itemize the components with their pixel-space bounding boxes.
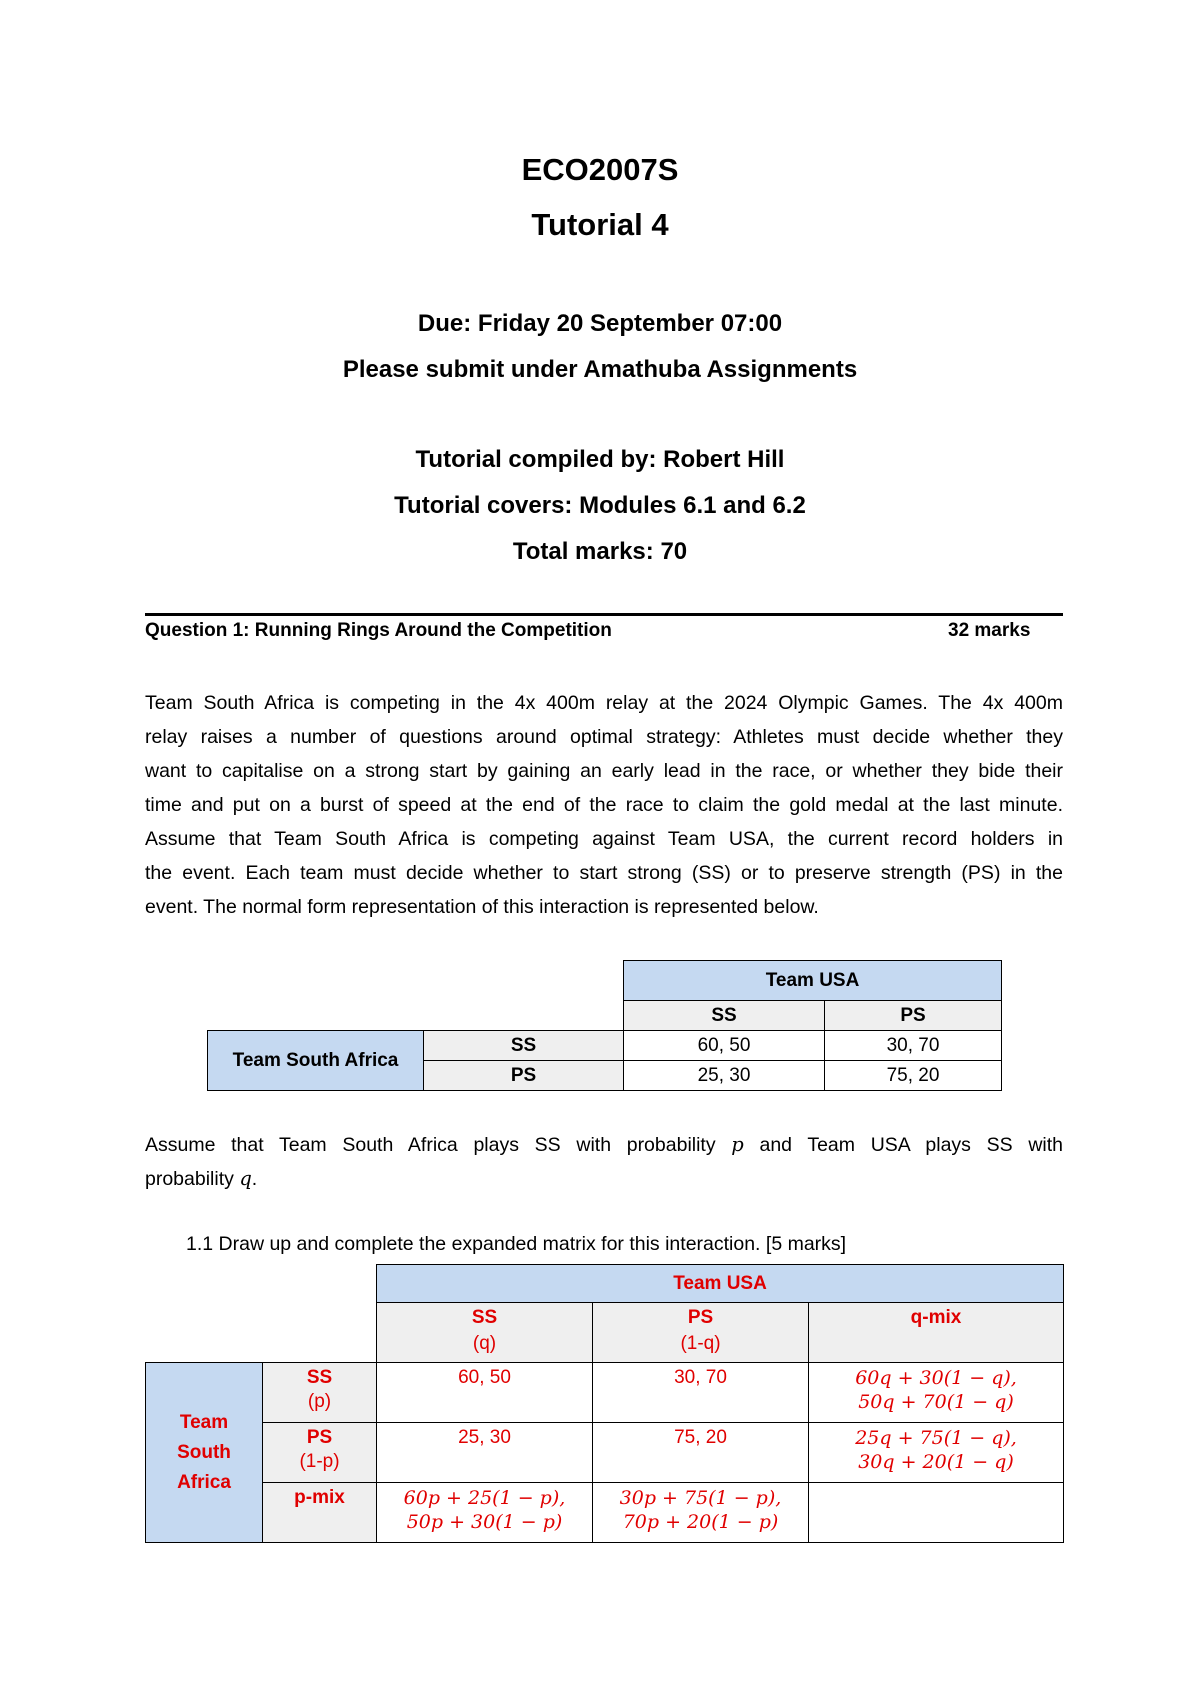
payoff-cell (377, 1363, 593, 1423)
empty-cell (146, 1265, 377, 1303)
row-player-line: South (177, 1441, 231, 1463)
row-strategy: PS (424, 1061, 624, 1091)
payoff-cell: 75, 20 (825, 1061, 1002, 1091)
qmix-cell (809, 1363, 1064, 1423)
submit-instructions: Please submit under Amathuba Assignments (342, 356, 858, 383)
payoff-cell (593, 1423, 809, 1483)
compiled-by: Tutorial compiled by: Robert Hill (415, 446, 785, 473)
question-marks: 32 marks (948, 620, 1031, 641)
assumption-line-2 (145, 1162, 1063, 1196)
expected-payoff: 25q + 75(1 − q), (855, 1427, 1017, 1449)
expanded-matrix-table (145, 1264, 1064, 1543)
row-header-pmix (263, 1483, 377, 1543)
pmix-cell (377, 1483, 593, 1543)
col-header-label: SS (471, 1307, 498, 1328)
expected-payoff: 60p + 25(1 − p), (403, 1487, 566, 1509)
payoff-text: 60, 50 (458, 1367, 511, 1388)
empty-cell (208, 961, 624, 1001)
row-header-label: p-mix (294, 1487, 345, 1508)
payoff-text: 75, 20 (674, 1427, 727, 1448)
question-paragraph (145, 686, 1063, 924)
payoff-cell: 30, 70 (825, 1031, 1002, 1061)
paragraph-line: the event. Each team must decide whether to start strong (SS) or to preserve strength (PS) in the (145, 862, 1063, 884)
col-player-label: Team USA (624, 961, 1002, 1001)
expected-payoff: 30p + 75(1 − p), (619, 1487, 782, 1509)
empty-cell (208, 1001, 624, 1031)
pmix-cell (593, 1483, 809, 1543)
expected-payoff: 70p + 20(1 − p) (622, 1511, 779, 1533)
paragraph-line: Team South Africa is competing in the 4x 400m relay at the 2024 Olympic Games. The 4x 400m (145, 692, 1063, 714)
covers: Tutorial covers: Modules 6.1 and 6.2 (394, 492, 806, 519)
row-header-ps (263, 1423, 377, 1483)
empty-cell (809, 1483, 1064, 1543)
payoff-cell: 25, 30 (624, 1061, 825, 1091)
section-rule (145, 613, 1063, 616)
paragraph-line: time and put on a burst of speed at the end of the race to claim the gold medal at the last minute. (145, 794, 1063, 816)
col-strategy: PS (825, 1001, 1002, 1031)
empty-cell (146, 1303, 377, 1363)
assumption-text: . (251, 1168, 258, 1190)
payoff-cell (593, 1363, 809, 1423)
payoff-cell: 60, 50 (624, 1031, 825, 1061)
payoff-text: 25, 30 (458, 1427, 511, 1448)
paragraph-line: want to capitalise on a strong start by gaining an early lead in the race, or whether they bide their (145, 760, 1063, 782)
expected-payoff: 60q + 30(1 − q), (855, 1367, 1017, 1389)
row-strategy: SS (424, 1031, 624, 1061)
normal-form-table (207, 960, 1002, 1091)
paragraph-line: Assume that Team South Africa is competing against Team USA, the current record holders in (145, 828, 1063, 850)
row-header-label: SS (306, 1367, 333, 1388)
question-title: Question 1: Running Rings Around the Competition (145, 620, 612, 641)
col-header-prob: (1-q) (680, 1333, 721, 1354)
col-header-prob: (q) (472, 1333, 497, 1354)
row-player-label: Team South Africa (208, 1031, 424, 1091)
paragraph-line: relay raises a number of questions around optimal strategy: Athletes must decide whether they (145, 726, 1063, 748)
total-marks: Total marks: 70 (512, 538, 688, 565)
prob-q: q (239, 1167, 252, 1190)
assumption-text: Assume that Team South Africa plays SS with probability (145, 1134, 716, 1156)
row-player-line: Team (179, 1411, 229, 1433)
assumption-text: and Team USA plays SS with (759, 1134, 1063, 1156)
subquestion-1-1: 1.1 Draw up and complete the expanded matrix for this interaction. [5 marks] (186, 1233, 847, 1255)
row-header-prob: (1-p) (299, 1451, 340, 1472)
assumption-line-1 (145, 1128, 1063, 1162)
prob-p: p (731, 1133, 744, 1156)
col-header-ss (377, 1303, 593, 1363)
qmix-cell (809, 1423, 1064, 1483)
row-header-label: PS (306, 1427, 333, 1448)
expected-payoff: 50q + 70(1 − q) (858, 1391, 1014, 1413)
row-header-ss (263, 1363, 377, 1423)
col-header-ps (593, 1303, 809, 1363)
row-header-prob: (p) (307, 1391, 332, 1412)
row-player-line: Africa (177, 1471, 231, 1493)
col-player-label: Team USA (377, 1265, 1064, 1303)
course-code: ECO2007S (521, 152, 679, 187)
row-player-label (146, 1363, 263, 1543)
col-header-label: PS (687, 1307, 714, 1328)
due-date: Due: Friday 20 September 07:00 (417, 310, 783, 337)
col-header-qmix (809, 1303, 1064, 1363)
col-strategy: SS (624, 1001, 825, 1031)
col-header-label: q-mix (910, 1307, 962, 1328)
assumption-paragraph (145, 1128, 1063, 1196)
assumption-text: probability (145, 1168, 234, 1190)
payoff-text: 30, 70 (674, 1367, 727, 1388)
tutorial-title: Tutorial 4 (531, 207, 669, 242)
payoff-cell (377, 1423, 593, 1483)
expected-payoff: 30q + 20(1 − q) (858, 1451, 1014, 1473)
paragraph-line: event. The normal form representation of this interaction is represented below. (145, 896, 819, 918)
expected-payoff: 50p + 30(1 − p) (406, 1511, 563, 1533)
